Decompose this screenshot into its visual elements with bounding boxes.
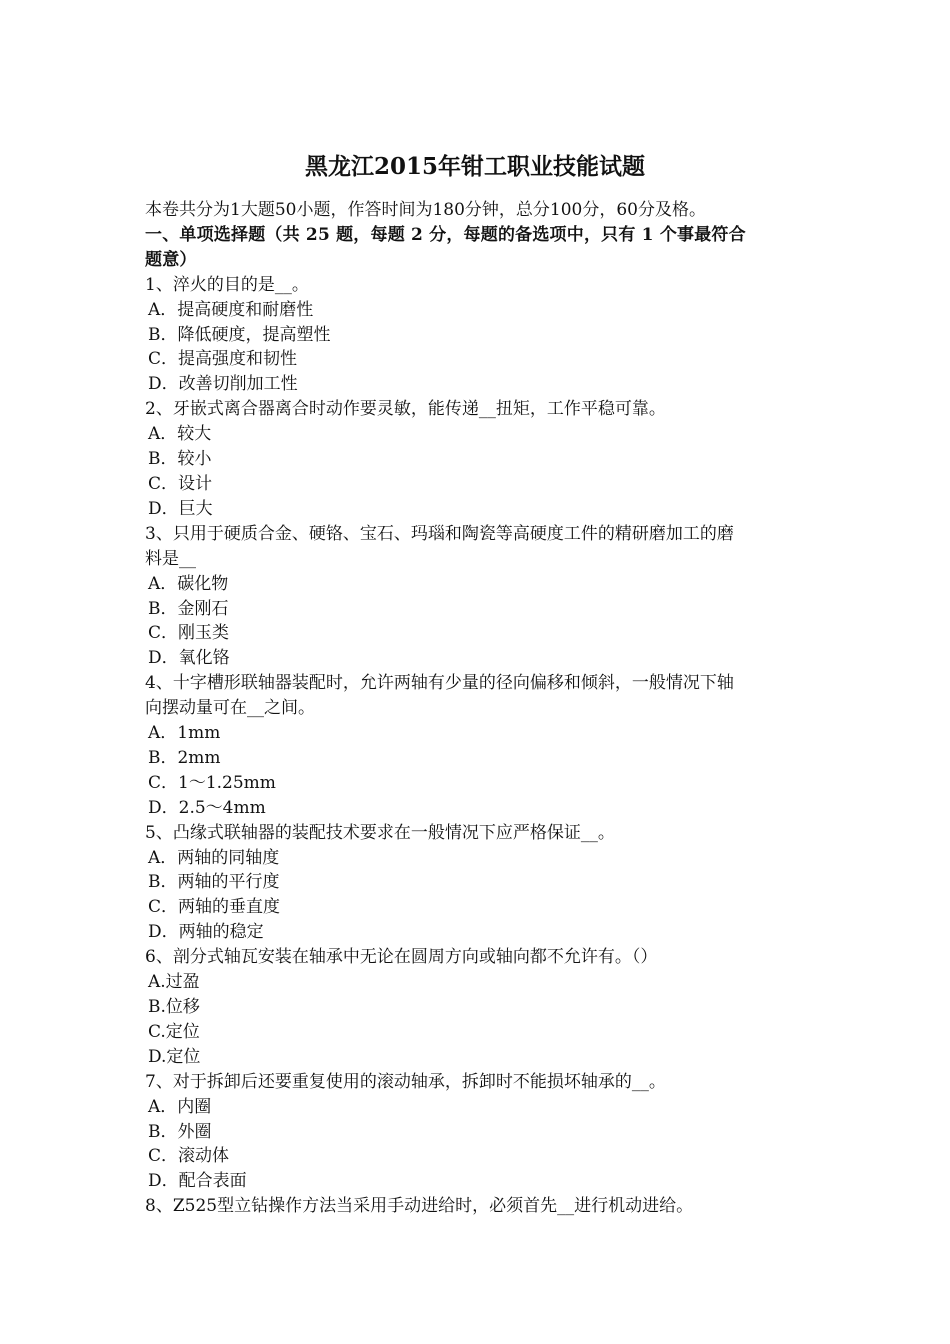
section-heading: 一、单项选择题（共 25 题，每题 2 分，每题的备选项中，只有 1 个事最符合 xyxy=(145,224,746,245)
answer-option: C.定位 xyxy=(148,1021,200,1042)
answer-option: A．较大 xyxy=(148,424,212,445)
answer-option: D．氧化铬 xyxy=(148,648,230,669)
question-stem: 2、牙嵌式离合器离合时动作要灵敏，能传递__扭矩，工作平稳可靠。 xyxy=(145,399,666,420)
question-stem-continued: 料是__ xyxy=(145,548,196,569)
answer-option: A．内圈 xyxy=(148,1096,212,1117)
document-title: 黑龙江2015年钳工职业技能试题 xyxy=(304,153,645,180)
answer-option: D．2.5～4mm xyxy=(148,797,266,818)
answer-option: A．碳化物 xyxy=(148,573,229,594)
answer-option: A．1mm xyxy=(148,723,221,744)
answer-option: B．较小 xyxy=(148,449,212,470)
answer-option: A．提高硬度和耐磨性 xyxy=(148,299,314,320)
answer-option: A.过盈 xyxy=(148,972,200,993)
answer-option: C．设计 xyxy=(148,473,213,494)
answer-option: B．外圈 xyxy=(148,1121,212,1142)
answer-option: C．刚玉类 xyxy=(148,623,230,644)
answer-option: D．配合表面 xyxy=(148,1171,247,1192)
question-stem: 6、剖分式轴瓦安装在轴承中无论在圆周方向或轴向都不允许有。（） xyxy=(145,947,658,968)
answer-option: B．两轴的平行度 xyxy=(148,872,280,893)
answer-option: B．金刚石 xyxy=(148,598,229,619)
question-stem: 8、Z525型立钻操作方法当采用手动进给时，必须首先__进行机动进给。 xyxy=(145,1196,694,1217)
answer-option: D.定位 xyxy=(148,1046,201,1067)
question-stem-continued: 向摆动量可在__之间。 xyxy=(145,698,315,719)
answer-option: D．巨大 xyxy=(148,498,213,519)
answer-option: B．2mm xyxy=(148,747,221,768)
answer-option: B．降低硬度，提高塑性 xyxy=(148,324,331,345)
question-stem: 5、凸缘式联轴器的装配技术要求在一般情况下应严格保证__。 xyxy=(145,822,615,843)
answer-option: C．滚动体 xyxy=(148,1146,230,1167)
question-stem: 7、对于拆卸后还要重复使用的滚动轴承，拆卸时不能损坏轴承的__。 xyxy=(145,1071,666,1092)
question-stem: 1、淬火的目的是__。 xyxy=(145,274,309,295)
answer-option: A．两轴的同轴度 xyxy=(148,847,280,868)
answer-option: C．两轴的垂直度 xyxy=(148,897,281,918)
answer-option: D．两轴的稳定 xyxy=(148,922,264,943)
answer-option: D．改善切削加工性 xyxy=(148,374,298,395)
document-body xyxy=(145,198,815,1219)
answer-option: C．1～1.25mm xyxy=(148,772,276,793)
section-heading-continued: 题意） xyxy=(145,249,197,270)
answer-option: B.位移 xyxy=(148,997,200,1017)
question-stem: 4、十字槽形联轴器装配时，允许两轴有少量的径向偏移和倾斜，一般情况下轴 xyxy=(145,673,734,694)
exam-intro: 本卷共分为1大题50小题，作答时间为180分钟，总分100分，60分及格。 xyxy=(145,200,706,220)
answer-option: C．提高强度和韧性 xyxy=(148,349,298,370)
question-stem: 3、只用于硬质合金、硬铬、宝石、玛瑙和陶瓷等高硬度工件的精研磨加工的磨 xyxy=(145,523,734,544)
